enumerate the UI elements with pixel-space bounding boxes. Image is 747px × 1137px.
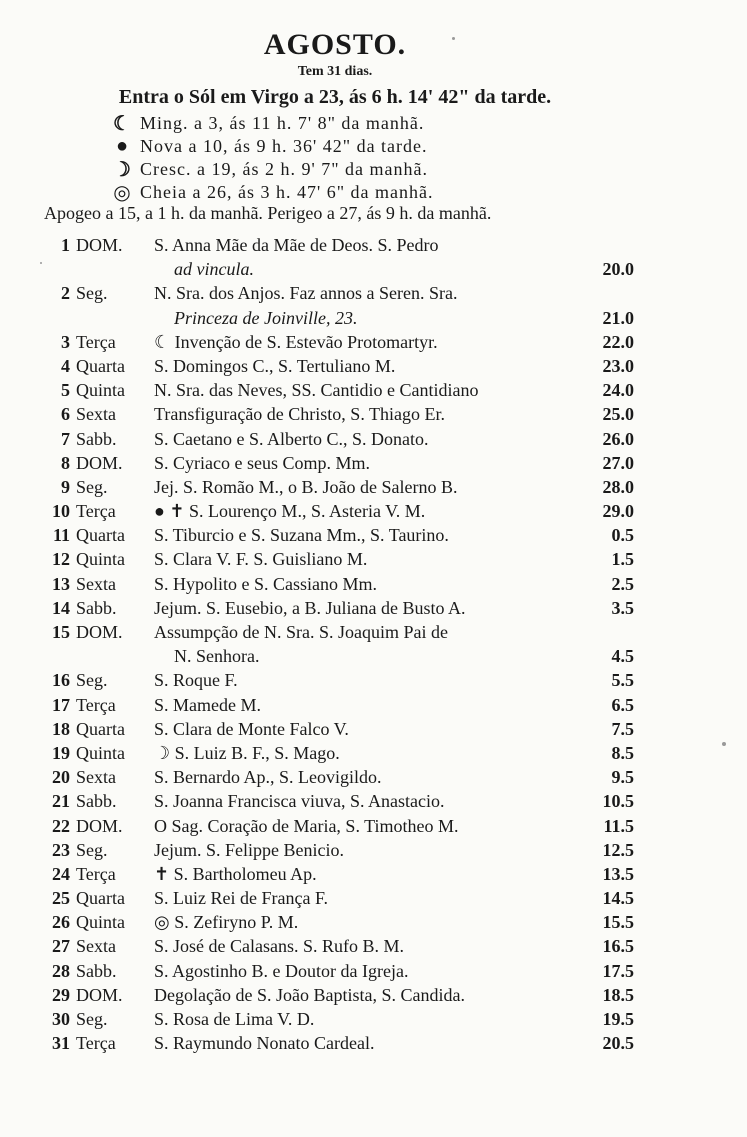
saint-entry: S. Rosa de Lima V. D.: [154, 1009, 315, 1029]
full-moon-icon: ◎: [113, 182, 131, 204]
day-number: 31: [52, 1033, 70, 1054]
day-row: [44, 281, 644, 305]
day-number: 8: [61, 452, 70, 473]
day-number: 15: [52, 622, 70, 642]
day-row: [44, 765, 644, 789]
weekday-label: Terça: [76, 331, 116, 352]
days-list: [44, 233, 644, 1055]
saint-entry: ✝ S. Bartholomeu Ap.: [154, 863, 317, 884]
saint-entry: Jejum. S. Felippe Benicio.: [154, 839, 344, 860]
moon-age-value: 3.5: [611, 597, 634, 618]
weekday-label: Quinta: [76, 912, 125, 933]
saint-entry: S. Raymundo Nonato Cardeal.: [154, 1033, 375, 1054]
day-row: [44, 934, 644, 958]
day-row: [44, 499, 644, 523]
weekday-label: Terça: [76, 1033, 116, 1054]
day-number: 17: [52, 694, 70, 715]
day-row: [44, 644, 644, 668]
day-row: [44, 741, 644, 765]
saint-entry: N. Sra. das Neves, SS. Cantidio e Cantidiano: [154, 380, 479, 401]
weekday-label: Quarta: [76, 888, 125, 909]
saint-entry: ☾ Invenção de S. Estevão Protomartyr.: [154, 331, 438, 352]
saint-entry: O Sag. Coração de Maria, S. Timotheo M.: [154, 815, 459, 836]
moon-age-value: 21.0: [602, 307, 634, 328]
weekday-label: DOM.: [76, 452, 123, 473]
day-row: [44, 668, 644, 692]
day-row: [44, 451, 644, 475]
saint-entry: S. Roque F.: [154, 670, 238, 691]
day-number: 4: [61, 355, 70, 376]
day-row: [44, 693, 644, 717]
saint-entry: Assumpção de N. Sra. S. Joaquim Pai de: [154, 622, 448, 642]
weekday-label: DOM.: [76, 984, 123, 1005]
saint-entry: S. Cyriaco e seus Comp. Mm.: [154, 452, 370, 473]
moon-age-value: 12.5: [602, 839, 634, 860]
moon-age-value: 27.0: [602, 452, 634, 473]
saint-entry: S. Hypolito e S. Cassiano Mm.: [154, 573, 378, 594]
moon-phase-text: Ming. a 3, ás 11 h. 7' 8" da manhã.: [140, 113, 425, 133]
weekday-label: Sexta: [76, 767, 116, 788]
saint-entry: ☽ S. Luiz B. F., S. Mago.: [154, 742, 340, 763]
saint-entry: Jejum. S. Eusebio, a B. Juliana de Busto A.: [154, 597, 466, 618]
day-row: [44, 572, 644, 596]
print-speck: [452, 37, 455, 40]
new-moon-icon: ●: [115, 135, 129, 157]
sun-entry-line: Entra o Sól em Virgo a 23, ás 6 h. 14' 42" da tarde.: [118, 86, 552, 108]
moon-age-value: 15.5: [602, 912, 634, 933]
moon-phase-row: [110, 181, 570, 204]
weekday-label: Sabb.: [76, 428, 117, 449]
day-number: 11: [52, 525, 70, 546]
day-row: [44, 983, 644, 1007]
day-row: [44, 1031, 644, 1055]
saint-entry: S. Agostinho B. e Doutor da Igreja.: [154, 960, 409, 981]
day-number: 22: [52, 815, 70, 836]
moon-age-value: 7.5: [611, 718, 634, 739]
moon-age-value: 24.0: [602, 380, 634, 401]
weekday-label: Terça: [76, 694, 116, 715]
moon-age-value: 22.0: [602, 331, 634, 352]
day-number: 21: [52, 791, 70, 812]
saint-entry: ◎ S. Zefiryno P. M.: [154, 912, 299, 933]
saint-entry: Degolação de S. João Baptista, S. Candida.: [154, 984, 465, 1005]
day-number: 20: [52, 767, 70, 788]
moon-age-value: 0.5: [611, 525, 634, 546]
moon-age-value: 9.5: [611, 767, 634, 788]
day-row: [44, 789, 644, 813]
day-row: [44, 838, 644, 862]
moon-phase-row: [110, 135, 570, 158]
day-row: [44, 1007, 644, 1031]
day-row: [44, 596, 644, 620]
print-speck: [722, 742, 726, 746]
weekday-label: Seg.: [76, 839, 108, 860]
moon-age-value: 13.5: [602, 863, 634, 884]
day-number: 28: [52, 960, 70, 981]
saint-entry: S. Mamede M.: [154, 694, 261, 715]
day-number: 12: [52, 549, 70, 570]
weekday-label: Seg.: [76, 283, 108, 304]
weekday-label: Seg.: [76, 670, 108, 691]
day-number: 23: [52, 839, 70, 860]
saint-entry: S. Clara de Monte Falco V.: [154, 718, 349, 739]
day-number: 3: [61, 331, 70, 352]
day-number: 16: [52, 670, 70, 691]
saint-entry: Princeza de Joinville, 23.: [174, 307, 358, 328]
saint-entry: S. Clara V. F. S. Guisliano M.: [154, 549, 368, 570]
day-row: [44, 330, 644, 354]
day-row: [44, 886, 644, 910]
moon-age-value: 14.5: [602, 888, 634, 909]
saint-entry: S. Domingos C., S. Tertuliano M.: [154, 355, 396, 376]
saint-entry: N. Senhora.: [174, 646, 260, 667]
day-row: [44, 475, 644, 499]
saint-entry: S. Luiz Rei de França F.: [154, 888, 329, 909]
weekday-label: Terça: [76, 863, 116, 884]
first-quarter-moon-icon: ☽: [113, 159, 131, 181]
day-row: [44, 814, 644, 838]
moon-phase-row: [110, 158, 570, 181]
weekday-label: Quinta: [76, 549, 125, 570]
moon-phase-row: [110, 112, 570, 135]
saint-entry: S. Joanna Francisca viuva, S. Anastacio.: [154, 791, 445, 812]
day-number: 18: [52, 718, 70, 739]
day-number: 26: [52, 912, 70, 933]
day-number: 25: [52, 888, 70, 909]
saint-entry: ● ✝ S. Lourenço M., S. Asteria V. M.: [154, 501, 426, 522]
moon-age-value: 1.5: [611, 549, 634, 570]
moon-phase-text: Nova a 10, ás 9 h. 36' 42" da tarde.: [140, 136, 428, 156]
moon-age-value: 28.0: [602, 476, 634, 497]
moon-phase-text: Cresc. a 19, ás 2 h. 9' 7" da manhã.: [140, 159, 429, 179]
apogee-perigee-line: Apogeo a 15, a 1 h. da manhã. Perigeo a 27, ás 9 h. da manhã.: [44, 203, 492, 223]
day-number: 30: [52, 1009, 70, 1029]
saint-entry: ad vincula.: [174, 259, 254, 280]
day-number: 27: [52, 936, 70, 957]
day-row: [44, 233, 644, 257]
moon-age-value: 17.5: [602, 960, 634, 981]
day-row: [44, 402, 644, 426]
moon-age-value: 16.5: [602, 936, 634, 957]
day-number: 29: [52, 984, 70, 1005]
weekday-label: Seg.: [76, 1009, 108, 1029]
moon-age-value: 23.0: [602, 355, 634, 376]
saint-entry: S. José de Calasans. S. Rufo B. M.: [154, 936, 405, 957]
day-row: [44, 862, 644, 886]
weekday-label: DOM.: [76, 815, 123, 836]
weekday-label: Quarta: [76, 525, 125, 546]
day-row: [44, 620, 644, 644]
saint-entry: Jej. S. Romão M., o B. João de Salerno B.: [154, 476, 458, 497]
last-quarter-moon-icon: ☾: [113, 113, 131, 135]
day-number: 24: [52, 863, 70, 884]
saint-entry: S. Caetano e S. Alberto C., S. Donato.: [154, 428, 429, 449]
moon-age-value: 29.0: [602, 501, 634, 522]
saint-entry: N. Sra. dos Anjos. Faz annos a Seren. Sra.: [154, 283, 458, 304]
moon-age-value: 11.5: [603, 815, 634, 836]
day-number: 13: [52, 573, 70, 594]
weekday-label: Terça: [76, 501, 116, 522]
weekday-label: Sexta: [76, 404, 116, 425]
weekday-label: Sexta: [76, 573, 116, 594]
moon-age-value: 26.0: [602, 428, 634, 449]
moon-phase-text: Cheia a 26, ás 3 h. 47' 6" da manhã.: [140, 182, 434, 202]
day-number: 1: [61, 235, 70, 255]
day-row: [44, 257, 644, 281]
weekday-label: Quarta: [76, 718, 125, 739]
saint-entry: S. Tiburcio e S. Suzana Mm., S. Taurino.: [154, 525, 449, 546]
saint-entry: S. Bernardo Ap., S. Leovigildo.: [154, 767, 382, 788]
day-row: [44, 910, 644, 934]
weekday-label: Sabb.: [76, 960, 117, 981]
moon-age-value: 20.5: [602, 1033, 634, 1054]
moon-age-value: 10.5: [602, 791, 634, 812]
day-row: [44, 354, 644, 378]
day-number: 9: [61, 476, 70, 497]
moon-age-value: 4.5: [611, 646, 634, 667]
day-number: 2: [61, 283, 70, 304]
day-row: [44, 306, 644, 330]
print-speck: [40, 262, 42, 264]
weekday-label: Seg.: [76, 476, 108, 497]
saint-entry: Transfiguração de Christo, S. Thiago Er.: [154, 404, 445, 425]
moon-age-value: 6.5: [611, 694, 634, 715]
day-number: 19: [52, 742, 70, 763]
day-number: 7: [61, 428, 70, 449]
weekday-label: Sabb.: [76, 597, 117, 618]
day-row: [44, 547, 644, 571]
moon-age-value: 25.0: [602, 404, 634, 425]
moon-age-value: 8.5: [611, 742, 634, 763]
weekday-label: DOM.: [76, 235, 123, 255]
weekday-label: Sabb.: [76, 791, 117, 812]
day-row: [44, 378, 644, 402]
day-number: 5: [61, 380, 70, 401]
weekday-label: Quinta: [76, 380, 125, 401]
day-row: [44, 959, 644, 983]
month-days-note: Tem 31 dias.: [297, 64, 373, 79]
moon-age-value: 18.5: [602, 984, 634, 1005]
month-title: AGOSTO.: [263, 28, 407, 61]
day-row: [44, 427, 644, 451]
day-number: 6: [61, 404, 70, 425]
moon-age-value: 20.0: [602, 259, 634, 280]
moon-age-value: 19.5: [602, 1009, 634, 1029]
weekday-label: DOM.: [76, 622, 123, 642]
moon-phases: [110, 112, 570, 204]
day-row: [44, 523, 644, 547]
moon-age-value: 2.5: [611, 573, 634, 594]
weekday-label: Quinta: [76, 742, 125, 763]
day-number: 14: [52, 597, 70, 618]
moon-age-value: 5.5: [611, 670, 634, 691]
weekday-label: Sexta: [76, 936, 116, 957]
weekday-label: Quarta: [76, 355, 125, 376]
saint-entry: S. Anna Mãe da Mãe de Deos. S. Pedro: [154, 235, 439, 255]
day-number: 10: [52, 501, 70, 522]
day-row: [44, 717, 644, 741]
